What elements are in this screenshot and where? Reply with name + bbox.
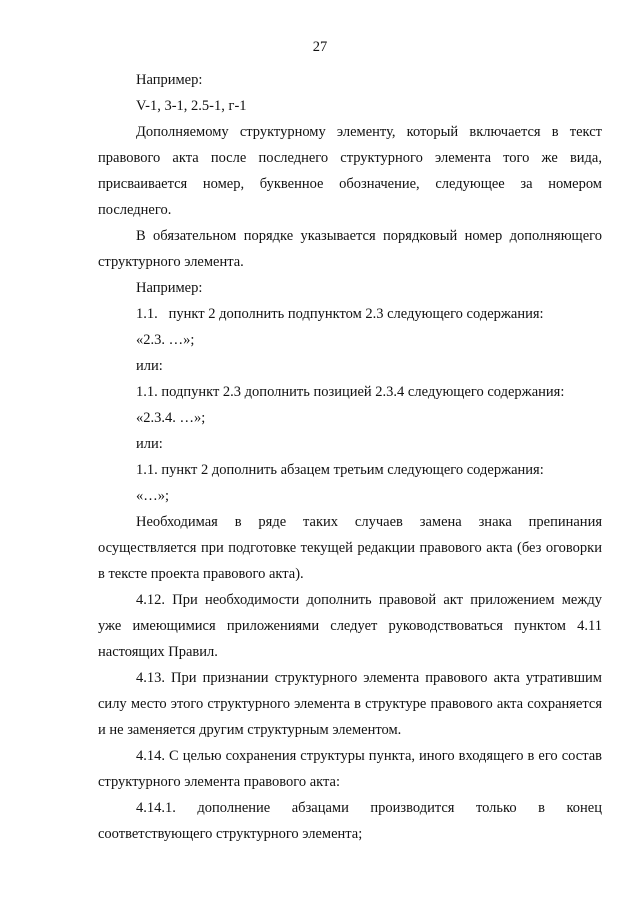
paragraph: 1.1. пункт 2 дополнить подпунктом 2.3 следующего содержания: — [136, 306, 544, 322]
paragraph: «…»; — [136, 488, 170, 504]
paragraph: В обязательном порядке указывается порядковый номер дополняющего структурного элемента. — [98, 228, 602, 270]
paragraph: «2.3. …»; — [136, 332, 195, 348]
paragraph: 1.1. подпункт 2.3 дополнить позицией 2.3.4 следующего содержания: — [136, 384, 565, 400]
paragraph: или: — [136, 436, 163, 452]
paragraph: Дополняемому структурному элементу, который включается в текст правового акта после последнего структурного элемента того же вида, присваивается номер, буквенное обозначение, следующее за номером последнего. — [98, 124, 602, 218]
paragraph: 4.12. При необходимости дополнить правовой акт приложением между уже имеющимися приложениями следует руководствоваться пунктом 4.11 настоящих Правил. — [98, 592, 602, 660]
paragraph: 4.14. С целью сохранения структуры пункта, иного входящего в его состав структурного элемента правового акта: — [98, 748, 602, 790]
paragraph: V-1, 3-1, 2.5-1, г-1 — [136, 98, 247, 114]
paragraph: Например: — [136, 72, 203, 88]
paragraph: или: — [136, 358, 163, 374]
paragraph: «2.3.4. …»; — [136, 410, 206, 426]
document-body — [98, 67, 602, 847]
page-number: 27 — [312, 39, 328, 55]
paragraph: 1.1. пункт 2 дополнить абзацем третьим следующего содержания: — [136, 462, 544, 478]
paragraph: 4.13. При признании структурного элемента правового акта утратившим силу место этого структурного элемента в структуре правового акта сохраняется и не заменяется другим структурным элементом. — [98, 670, 602, 738]
paragraph: 4.14.1. дополнение абзацами производится только в конец соответствующего структурного элемента; — [98, 800, 602, 842]
paragraph: Необходимая в ряде таких случаев замена знака препинания осуществляется при подготовке текущей редакции правового акта (без оговорки в тексте проекта правового акта). — [98, 514, 602, 582]
paragraph: Например: — [136, 280, 203, 296]
